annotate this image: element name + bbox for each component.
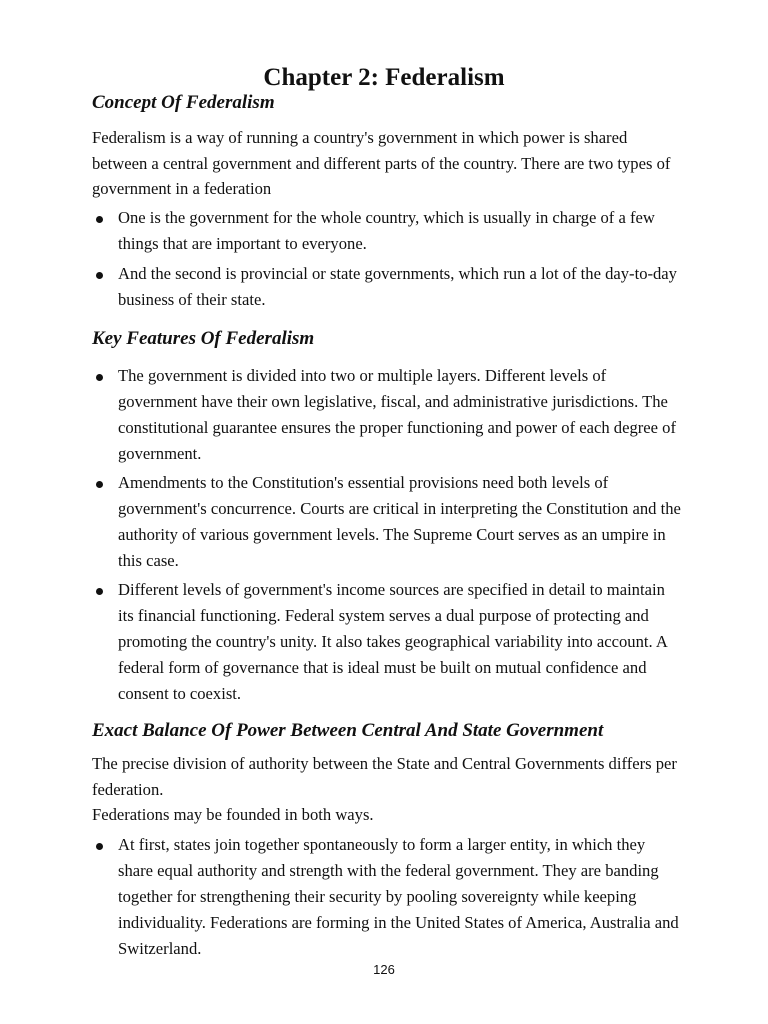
concept-bullet-list <box>92 205 682 313</box>
balance-paragraph: The precise division of authority between the State and Central Governments differs per federation. <box>92 754 677 799</box>
list-item: Amendments to the Constitution's essential provisions need both levels of government's concurrence. Courts are critical in interpreting the Constitution and the authority of various government levels. The Supreme Court serves as an umpire in this case. <box>92 470 682 574</box>
section-heading-concept: Concept Of Federalism <box>92 92 275 113</box>
list-item: Different levels of government's income sources are specified in detail to maintain its financial functioning. Federal system serves a dual purpose of protecting and promoting the country's unity. It also takes geographical variability into account. A federal form of governance that is ideal must be built on mutual confidence and consent to coexist. <box>92 577 682 707</box>
page-number: 126 <box>373 962 395 977</box>
balance-paragraph-2: Federations may be founded in both ways. <box>92 805 374 824</box>
list-item: At first, states join together spontaneously to form a larger entity, in which they share equal authority and strength with the federal government. They are banding together for strengthening their security by pooling sovereignty while keeping individuality. Federations are forming in the United States of America, Australia and Switzerland. <box>92 832 682 962</box>
concept-paragraph: Federalism is a way of running a country's government in which power is shared between a central government and different parts of the country. There are two types of government in a federation <box>92 128 671 198</box>
list-item: The government is divided into two or multiple layers. Different levels of government have their own legislative, fiscal, and administrative jurisdictions. The constitutional guarantee ensures the proper functioning and power of each degree of government. <box>92 363 682 467</box>
section-heading-balance-of-power: Exact Balance Of Power Between Central And State Government <box>92 720 604 741</box>
list-item: And the second is provincial or state governments, which run a lot of the day-to-day business of their state. <box>92 261 682 313</box>
list-item: One is the government for the whole country, which is usually in charge of a few things that are important to everyone. <box>92 205 682 257</box>
key-features-bullet-list <box>92 363 682 707</box>
chapter-title: Chapter 2: Federalism <box>263 63 505 91</box>
balance-bullet-list <box>92 832 682 962</box>
section-heading-key-features: Key Features Of Federalism <box>92 328 315 349</box>
